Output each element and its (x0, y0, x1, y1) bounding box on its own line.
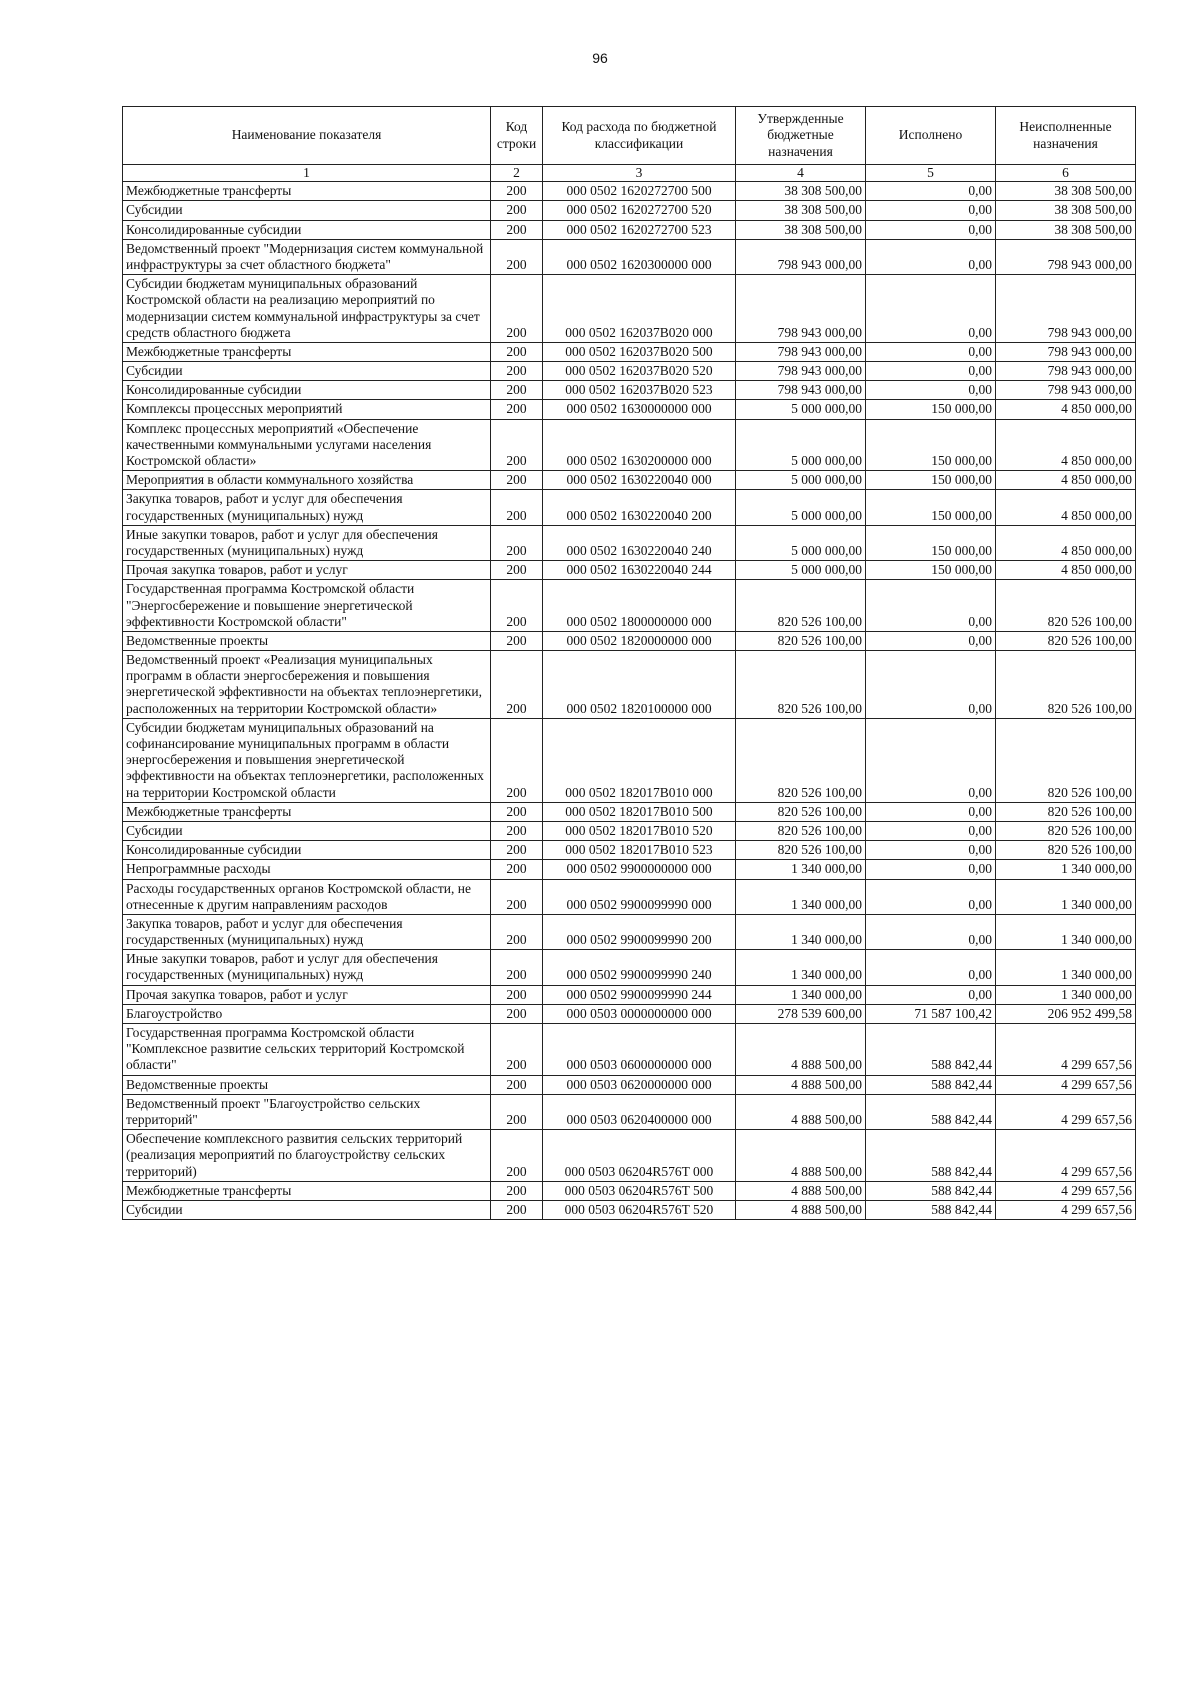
row-approved-cell: 5 000 000,00 (736, 561, 866, 580)
table-row (123, 1181, 1136, 1200)
table-row (123, 879, 1136, 914)
row-remaining-cell: 820 526 100,00 (996, 718, 1136, 802)
row-expense-code-cell: 000 0503 06204R576T 520 (543, 1200, 736, 1219)
row-executed-cell: 588 842,44 (866, 1200, 996, 1219)
row-remaining-cell: 820 526 100,00 (996, 580, 1136, 632)
row-executed-cell: 0,00 (866, 651, 996, 719)
row-expense-code-cell: 000 0503 0600000000 000 (543, 1024, 736, 1076)
row-line-code-cell: 200 (491, 201, 543, 220)
row-approved-cell: 820 526 100,00 (736, 841, 866, 860)
row-name-cell: Государственная программа Костромской области "Комплексное развитие сельских территорий Костромской области" (123, 1024, 491, 1076)
row-executed-cell: 0,00 (866, 985, 996, 1004)
row-approved-cell: 5 000 000,00 (736, 471, 866, 490)
budget-execution-table (122, 106, 1136, 1220)
row-executed-cell: 0,00 (866, 802, 996, 821)
table-row (123, 275, 1136, 343)
row-name-cell: Прочая закупка товаров, работ и услуг (123, 985, 491, 1004)
row-line-code-cell: 200 (491, 182, 543, 201)
row-approved-cell: 820 526 100,00 (736, 631, 866, 650)
row-name-cell: Комплекс процессных мероприятий «Обеспечение качественными коммунальными услугами населения Костромской области» (123, 419, 491, 471)
row-expense-code-cell: 000 0502 182017В010 520 (543, 821, 736, 840)
row-name-cell: Субсидии (123, 362, 491, 381)
row-executed-cell: 0,00 (866, 631, 996, 650)
row-name-cell: Межбюджетные трансферты (123, 1181, 491, 1200)
row-name-cell: Непрограммные расходы (123, 860, 491, 879)
row-executed-cell: 0,00 (866, 182, 996, 201)
row-expense-code-cell: 000 0502 9900099990 200 (543, 914, 736, 949)
row-approved-cell: 1 340 000,00 (736, 860, 866, 879)
row-expense-code-cell: 000 0502 182017В010 523 (543, 841, 736, 860)
table-row (123, 525, 1136, 560)
row-executed-cell: 588 842,44 (866, 1094, 996, 1129)
row-remaining-cell: 4 299 657,56 (996, 1075, 1136, 1094)
table-header-row (123, 107, 1136, 165)
table-row (123, 239, 1136, 274)
row-executed-cell: 150 000,00 (866, 490, 996, 525)
row-expense-code-cell: 000 0502 1620272700 523 (543, 220, 736, 239)
row-approved-cell: 798 943 000,00 (736, 275, 866, 343)
row-executed-cell: 0,00 (866, 220, 996, 239)
table-row (123, 362, 1136, 381)
row-name-cell: Субсидии бюджетам муниципальных образований Костромской области на реализацию мероприятий по модернизации систем коммунальной инфраструктуры за счет средств областного бюджета (123, 275, 491, 343)
row-expense-code-cell: 000 0502 1820000000 000 (543, 631, 736, 650)
row-line-code-cell: 200 (491, 821, 543, 840)
row-line-code-cell: 200 (491, 419, 543, 471)
row-executed-cell: 0,00 (866, 718, 996, 802)
row-line-code-cell: 200 (491, 362, 543, 381)
row-name-cell: Субсидии бюджетам муниципальных образований на софинансирование муниципальных программ в области энергосбережения и повышения энергетической эффективности на объектах теплоэнергетики, расположенных на территории Костромской области (123, 718, 491, 802)
column-number: 4 (736, 165, 866, 182)
row-name-cell: Мероприятия в области коммунального хозяйства (123, 471, 491, 490)
table-row (123, 841, 1136, 860)
row-remaining-cell: 38 308 500,00 (996, 201, 1136, 220)
row-expense-code-cell: 000 0502 9900000000 000 (543, 860, 736, 879)
row-name-cell: Иные закупки товаров, работ и услуг для обеспечения государственных (муниципальных) нужд (123, 525, 491, 560)
row-line-code-cell: 200 (491, 651, 543, 719)
row-remaining-cell: 206 952 499,58 (996, 1004, 1136, 1023)
row-remaining-cell: 4 850 000,00 (996, 400, 1136, 419)
row-executed-cell: 150 000,00 (866, 525, 996, 560)
row-name-cell: Ведомственные проекты (123, 631, 491, 650)
row-line-code-cell: 200 (491, 1130, 543, 1182)
table-row (123, 201, 1136, 220)
row-approved-cell: 4 888 500,00 (736, 1200, 866, 1219)
row-name-cell: Иные закупки товаров, работ и услуг для обеспечения государственных (муниципальных) нужд (123, 950, 491, 985)
row-line-code-cell: 200 (491, 1004, 543, 1023)
table-row (123, 1004, 1136, 1023)
row-name-cell: Благоустройство (123, 1004, 491, 1023)
row-remaining-cell: 38 308 500,00 (996, 220, 1136, 239)
row-expense-code-cell: 000 0502 1630220040 000 (543, 471, 736, 490)
row-executed-cell: 150 000,00 (866, 561, 996, 580)
row-expense-code-cell: 000 0503 0000000000 000 (543, 1004, 736, 1023)
row-executed-cell: 71 587 100,42 (866, 1004, 996, 1023)
row-expense-code-cell: 000 0502 1820100000 000 (543, 651, 736, 719)
row-line-code-cell: 200 (491, 860, 543, 879)
row-approved-cell: 4 888 500,00 (736, 1130, 866, 1182)
row-expense-code-cell: 000 0502 182017В010 500 (543, 802, 736, 821)
row-line-code-cell: 200 (491, 1200, 543, 1219)
row-approved-cell: 278 539 600,00 (736, 1004, 866, 1023)
header-executed: Исполнено (866, 107, 996, 165)
row-remaining-cell: 798 943 000,00 (996, 381, 1136, 400)
row-remaining-cell: 1 340 000,00 (996, 985, 1136, 1004)
row-executed-cell: 0,00 (866, 914, 996, 949)
row-approved-cell: 38 308 500,00 (736, 220, 866, 239)
row-remaining-cell: 4 299 657,56 (996, 1094, 1136, 1129)
row-executed-cell: 588 842,44 (866, 1024, 996, 1076)
row-name-cell: Ведомственные проекты (123, 1075, 491, 1094)
row-remaining-cell: 4 850 000,00 (996, 525, 1136, 560)
row-executed-cell: 0,00 (866, 275, 996, 343)
row-expense-code-cell: 000 0502 1620300000 000 (543, 239, 736, 274)
row-remaining-cell: 4 850 000,00 (996, 471, 1136, 490)
table-row (123, 718, 1136, 802)
row-expense-code-cell: 000 0502 1630200000 000 (543, 419, 736, 471)
column-number: 3 (543, 165, 736, 182)
row-approved-cell: 5 000 000,00 (736, 490, 866, 525)
row-line-code-cell: 200 (491, 580, 543, 632)
row-approved-cell: 820 526 100,00 (736, 580, 866, 632)
row-approved-cell: 820 526 100,00 (736, 651, 866, 719)
table-row (123, 561, 1136, 580)
row-expense-code-cell: 000 0502 1630000000 000 (543, 400, 736, 419)
row-approved-cell: 5 000 000,00 (736, 525, 866, 560)
row-expense-code-cell: 000 0503 0620000000 000 (543, 1075, 736, 1094)
row-line-code-cell: 200 (491, 841, 543, 860)
table-row (123, 220, 1136, 239)
header-approved: Утвержденные бюджетные назначения (736, 107, 866, 165)
row-executed-cell: 0,00 (866, 860, 996, 879)
row-remaining-cell: 820 526 100,00 (996, 841, 1136, 860)
row-expense-code-cell: 000 0502 182017В010 000 (543, 718, 736, 802)
column-number: 6 (996, 165, 1136, 182)
row-remaining-cell: 4 850 000,00 (996, 490, 1136, 525)
row-expense-code-cell: 000 0502 1630220040 244 (543, 561, 736, 580)
row-expense-code-cell: 000 0503 0620400000 000 (543, 1094, 736, 1129)
row-name-cell: Межбюджетные трансферты (123, 182, 491, 201)
row-remaining-cell: 4 850 000,00 (996, 419, 1136, 471)
row-approved-cell: 1 340 000,00 (736, 879, 866, 914)
row-remaining-cell: 1 340 000,00 (996, 879, 1136, 914)
row-executed-cell: 0,00 (866, 580, 996, 632)
row-name-cell: Расходы государственных органов Костромской области, не отнесенные к другим направлениям расходов (123, 879, 491, 914)
row-executed-cell: 0,00 (866, 342, 996, 361)
table-row (123, 182, 1136, 201)
row-name-cell: Консолидированные субсидии (123, 381, 491, 400)
row-line-code-cell: 200 (491, 561, 543, 580)
row-approved-cell: 38 308 500,00 (736, 201, 866, 220)
row-remaining-cell: 820 526 100,00 (996, 631, 1136, 650)
row-expense-code-cell: 000 0502 9900099990 240 (543, 950, 736, 985)
row-approved-cell: 4 888 500,00 (736, 1075, 866, 1094)
row-name-cell: Ведомственный проект "Благоустройство сельских территорий" (123, 1094, 491, 1129)
column-number: 5 (866, 165, 996, 182)
row-name-cell: Комплексы процессных мероприятий (123, 400, 491, 419)
row-executed-cell: 0,00 (866, 381, 996, 400)
table-row (123, 651, 1136, 719)
page-number: 96 (592, 50, 608, 66)
row-remaining-cell: 38 308 500,00 (996, 182, 1136, 201)
row-remaining-cell: 798 943 000,00 (996, 342, 1136, 361)
row-expense-code-cell: 000 0502 9900099990 000 (543, 879, 736, 914)
row-line-code-cell: 200 (491, 220, 543, 239)
row-approved-cell: 820 526 100,00 (736, 802, 866, 821)
row-line-code-cell: 200 (491, 471, 543, 490)
row-remaining-cell: 4 299 657,56 (996, 1024, 1136, 1076)
column-number: 2 (491, 165, 543, 182)
table-row (123, 985, 1136, 1004)
row-approved-cell: 4 888 500,00 (736, 1181, 866, 1200)
table-row (123, 1200, 1136, 1219)
table-row (123, 1024, 1136, 1076)
row-line-code-cell: 200 (491, 490, 543, 525)
row-approved-cell: 1 340 000,00 (736, 950, 866, 985)
row-line-code-cell: 200 (491, 275, 543, 343)
table-row (123, 580, 1136, 632)
header-remaining: Неисполненные назначения (996, 107, 1136, 165)
row-remaining-cell: 820 526 100,00 (996, 821, 1136, 840)
row-line-code-cell: 200 (491, 1181, 543, 1200)
row-remaining-cell: 4 299 657,56 (996, 1181, 1136, 1200)
row-line-code-cell: 200 (491, 718, 543, 802)
row-line-code-cell: 200 (491, 239, 543, 274)
row-approved-cell: 4 888 500,00 (736, 1094, 866, 1129)
row-name-cell: Консолидированные субсидии (123, 841, 491, 860)
row-line-code-cell: 200 (491, 525, 543, 560)
row-expense-code-cell: 000 0502 1630220040 200 (543, 490, 736, 525)
row-approved-cell: 820 526 100,00 (736, 821, 866, 840)
row-executed-cell: 150 000,00 (866, 471, 996, 490)
row-approved-cell: 798 943 000,00 (736, 381, 866, 400)
row-name-cell: Межбюджетные трансферты (123, 342, 491, 361)
header-indicator-name: Наименование показателя (123, 107, 491, 165)
row-executed-cell: 0,00 (866, 841, 996, 860)
row-expense-code-cell: 000 0502 162037В020 523 (543, 381, 736, 400)
row-executed-cell: 588 842,44 (866, 1181, 996, 1200)
row-line-code-cell: 200 (491, 1075, 543, 1094)
row-approved-cell: 798 943 000,00 (736, 342, 866, 361)
row-name-cell: Субсидии (123, 821, 491, 840)
row-line-code-cell: 200 (491, 1094, 543, 1129)
row-expense-code-cell: 000 0502 1800000000 000 (543, 580, 736, 632)
row-approved-cell: 1 340 000,00 (736, 914, 866, 949)
row-executed-cell: 0,00 (866, 362, 996, 381)
row-approved-cell: 820 526 100,00 (736, 718, 866, 802)
row-expense-code-cell: 000 0503 06204R576T 000 (543, 1130, 736, 1182)
row-remaining-cell: 4 299 657,56 (996, 1130, 1136, 1182)
row-name-cell: Субсидии (123, 201, 491, 220)
row-executed-cell: 588 842,44 (866, 1075, 996, 1094)
table-row (123, 419, 1136, 471)
row-approved-cell: 38 308 500,00 (736, 182, 866, 201)
row-line-code-cell: 200 (491, 914, 543, 949)
row-name-cell: Ведомственный проект «Реализация муниципальных программ в области энергосбережения и повышения энергетической эффективности на объектах теплоэнергетики, расположенных на территории Костромской области» (123, 651, 491, 719)
table-row (123, 631, 1136, 650)
row-line-code-cell: 200 (491, 879, 543, 914)
row-expense-code-cell: 000 0502 9900099990 244 (543, 985, 736, 1004)
column-number: 1 (123, 165, 491, 182)
row-executed-cell: 0,00 (866, 201, 996, 220)
table-row (123, 821, 1136, 840)
row-executed-cell: 588 842,44 (866, 1130, 996, 1182)
table-row (123, 400, 1136, 419)
table-row (123, 342, 1136, 361)
column-number-row (123, 165, 1136, 182)
row-executed-cell: 150 000,00 (866, 400, 996, 419)
table-row (123, 1130, 1136, 1182)
table-row (123, 1075, 1136, 1094)
row-name-cell: Закупка товаров, работ и услуг для обеспечения государственных (муниципальных) нужд (123, 914, 491, 949)
row-remaining-cell: 820 526 100,00 (996, 802, 1136, 821)
row-approved-cell: 5 000 000,00 (736, 400, 866, 419)
row-remaining-cell: 1 340 000,00 (996, 914, 1136, 949)
row-approved-cell: 798 943 000,00 (736, 362, 866, 381)
row-name-cell: Прочая закупка товаров, работ и услуг (123, 561, 491, 580)
table-row (123, 381, 1136, 400)
row-expense-code-cell: 000 0502 162037В020 500 (543, 342, 736, 361)
row-line-code-cell: 200 (491, 342, 543, 361)
row-expense-code-cell: 000 0502 1630220040 240 (543, 525, 736, 560)
row-executed-cell: 0,00 (866, 239, 996, 274)
row-line-code-cell: 200 (491, 381, 543, 400)
table-body (123, 182, 1136, 1220)
row-line-code-cell: 200 (491, 802, 543, 821)
row-remaining-cell: 4 850 000,00 (996, 561, 1136, 580)
row-name-cell: Субсидии (123, 1200, 491, 1219)
row-line-code-cell: 200 (491, 950, 543, 985)
row-line-code-cell: 200 (491, 985, 543, 1004)
row-executed-cell: 0,00 (866, 821, 996, 840)
header-expense-code: Код расхода по бюджетной классификации (543, 107, 736, 165)
row-approved-cell: 798 943 000,00 (736, 239, 866, 274)
table-row (123, 490, 1136, 525)
row-expense-code-cell: 000 0502 162037В020 000 (543, 275, 736, 343)
row-name-cell: Закупка товаров, работ и услуг для обеспечения государственных (муниципальных) нужд (123, 490, 491, 525)
row-line-code-cell: 200 (491, 400, 543, 419)
row-approved-cell: 1 340 000,00 (736, 985, 866, 1004)
row-expense-code-cell: 000 0503 06204R576T 500 (543, 1181, 736, 1200)
row-remaining-cell: 798 943 000,00 (996, 239, 1136, 274)
row-remaining-cell: 798 943 000,00 (996, 275, 1136, 343)
row-executed-cell: 0,00 (866, 950, 996, 985)
row-line-code-cell: 200 (491, 631, 543, 650)
table-row (123, 950, 1136, 985)
row-line-code-cell: 200 (491, 1024, 543, 1076)
row-name-cell: Консолидированные субсидии (123, 220, 491, 239)
row-remaining-cell: 798 943 000,00 (996, 362, 1136, 381)
row-executed-cell: 150 000,00 (866, 419, 996, 471)
row-remaining-cell: 4 299 657,56 (996, 1200, 1136, 1219)
table-row (123, 914, 1136, 949)
row-remaining-cell: 1 340 000,00 (996, 860, 1136, 879)
row-name-cell: Межбюджетные трансферты (123, 802, 491, 821)
row-executed-cell: 0,00 (866, 879, 996, 914)
table-row (123, 471, 1136, 490)
row-expense-code-cell: 000 0502 162037В020 520 (543, 362, 736, 381)
row-approved-cell: 5 000 000,00 (736, 419, 866, 471)
row-name-cell: Обеспечение комплексного развития сельских территорий (реализация мероприятий по благоустройству сельских территорий) (123, 1130, 491, 1182)
table-row (123, 860, 1136, 879)
table-row (123, 802, 1136, 821)
row-name-cell: Ведомственный проект "Модернизация систем коммунальной инфраструктуры за счет областного бюджета" (123, 239, 491, 274)
row-approved-cell: 4 888 500,00 (736, 1024, 866, 1076)
row-name-cell: Государственная программа Костромской области "Энергосбережение и повышение энергетической эффективности Костромской области" (123, 580, 491, 632)
row-expense-code-cell: 000 0502 1620272700 520 (543, 201, 736, 220)
row-remaining-cell: 1 340 000,00 (996, 950, 1136, 985)
header-line-code: Код строки (491, 107, 543, 165)
table-row (123, 1094, 1136, 1129)
row-remaining-cell: 820 526 100,00 (996, 651, 1136, 719)
row-expense-code-cell: 000 0502 1620272700 500 (543, 182, 736, 201)
